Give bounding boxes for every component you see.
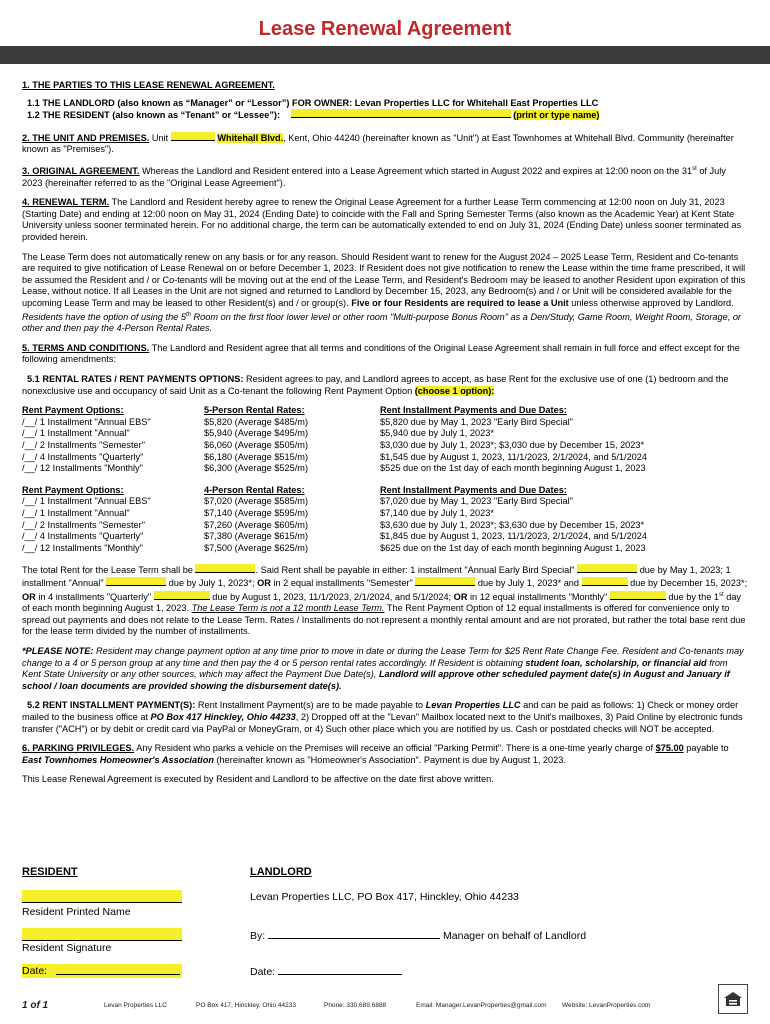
section-terms: 5. TERMS AND CONDITIONS. The Landlord and Resident agree that all terms and conditions of the Original Lease Agreement shall remain in full force and effect except for the following amendments: [22,342,740,365]
option-item[interactable]: /__/ 4 Installments "Quarterly" [22,531,144,542]
equal-housing-opportunity-icon [718,984,748,1014]
choose-option-note: (choose 1 option): [414,385,495,396]
footer-website: Website: LevanProperties.com [562,1002,651,1009]
option-item[interactable]: /__/ 1 Installment "Annual EBS" [22,496,151,507]
resident-line: 1.2 THE RESIDENT (also known as “Tenant” or “Lessee”): (print or type name) [27,110,600,121]
quarterly-field[interactable] [154,591,210,600]
annual-ebs-field[interactable] [577,564,637,573]
landlord-signature-field[interactable] [268,929,440,939]
page-footer [22,1000,748,1014]
section-unit: 2. THE UNIT AND PREMISES. Unit Whitehall Blvd., Kent, Ohio 44240 (hereinafter known as "Unit") at East Townhomes at Whitehall Blvd. Community (hereinafter known as "Premises"). [22,132,734,155]
please-note-paragraph: *PLEASE NOTE: Resident may change payment option at any time prior to move in date or during the Lease Term for $25 Rent Rate Change Fee. Resident and Co-tenants may change to a 4 or 5 person group at any time and then pay the 4 or 5 person rental rates accordingly. If Resident is obtaining student loan, scholarship, or financial aid from Kent State University or any other sources, which may affect the Payment Due Date(s), Landlord will approve other scheduled payment date(s) in August and January if school / loan documents are provided showing the disbursement date(s). [22,645,744,691]
section-2-heading: 2. THE UNIT AND PREMISES. [22,132,150,143]
section-1-heading: 1. THE PARTIES TO THIS LEASE RENEWAL AGREEMENT. [22,80,275,90]
section-4-heading: 4. RENEWAL TERM. [22,197,110,208]
rates-column: 4-Person Rental Rates: $7,020 (Average $585/m) $7,140 (Average $595/m) $7,260 (Average $605/m) $7,380 (Average $615/m) $7,500 (Average $625/m) [204,484,309,553]
option-item[interactable]: /__/ 1 Installment "Annual" [22,507,130,518]
section-original-agreement: 3. ORIGINAL AGREEMENT. Whereas the Landlord and Resident entered into a Lease Agreement which started in August 2022 and expires at 12:00 noon on the 31st of July 2023 (hereinafter referred to as the "Original Lease Agreement"). [22,165,726,188]
by-line: By: Manager on behalf of Landlord [250,930,587,942]
document-body [22,80,748,794]
landlord-line: 1.1 THE LANDLORD (also known as “Manager” or “Lessor”) FOR OWNER: Levan Properties LLC for Whitehall East Properties LLC [27,97,599,108]
semester-field-1[interactable] [415,577,475,586]
resident-heading: RESIDENT [22,866,78,878]
section-3-heading: 3. ORIGINAL AGREEMENT. [22,166,140,177]
rates-column: 5-Person Rental Rates: $5,820 (Average $485/m) $5,940 (Average $495/m) $6,060 (Average $505/m) $6,180 (Average $515/m) $6,300 (Average $525/m) [204,405,309,474]
section-5-2: 5.2 RENT INSTALLMENT PAYMENT(S): Rent Installment Payment(s) are to be made payable to Levan Properties LLC and can be paid as follows: 1) Check or money order mailed to the business office at PO Box 417 Hinckley, Ohio 44233, 2) Dropped off at the "Levan" Mailbox located next to the Unit's mailboxes, 3) Paid Online by electronic funds transfer ("ACH") or by debit or credit card via PayPal or MoneyGram, or 4) Such other place which you are notified by us. Cash or postdated checks will NOT be accepted. [22,700,743,734]
option-item[interactable]: /__/ 12 Installments "Monthly" [22,542,143,553]
option-item[interactable]: /__/ 1 Installment "Annual EBS" [22,416,151,427]
semester-field-2[interactable] [582,577,628,586]
document-title: Lease Renewal Agreement [258,18,512,40]
print-note: (print or type name) [513,110,600,121]
street-name: Whitehall Blvd. [217,132,284,143]
renewal-notice-paragraph: The Lease Term does not automatically renew on any basis or for any reason. Should Resident want to renew for the August 2024 – 2025 Lease Term, Resident and Co-tenants are required to give notification of Lease Renewal on or before December 1, 2023. If Resident does not give notification to renew the Lease within the time frame prescribed, it will be assumed the Resident and / or Co-tenants will be moving out at the end of the Lease Term, and Resident's Bedroom may be leased to another Resident upon expiration of this Lease, without notice. If all Leases in the Unit are not signed and returned to Landlord by December 15, 2023, any Bedroom(s) and / or Unit will be considered available for the upcoming Lease Term and may be leased to other Resident(s) and / or group(s). Five or four Residents are required to lease a Unit unless otherwise approved by Landlord. Residents have the option of using the 5th Room on the first floor lower level or other room "Multi-purpose Bonus Room" as a Den/Study, Game Room, Weight Room, Storage, or other and then pay the 4-Person Rental Rates. [22,251,746,334]
options-column: Rent Payment Options: /__/ 1 Installment "Annual EBS" /__/ 1 Installment "Annual" /__/ 2 Installments "Semester" /__/ 4 Installments "Quarterly" /__/ 12 Installments "Monthly" [22,405,204,475]
annual-field[interactable] [106,577,166,586]
printed-name-label: Resident Printed Name [22,906,131,918]
footer-company: Levan Properties LLC [104,1002,167,1009]
section-parties [22,80,748,122]
option-item[interactable]: /__/ 12 Installments "Monthly" [22,463,143,474]
signature-label: Resident Signature [22,942,112,954]
footer-address: PO Box 417, Hinckley, Ohio 44233 [196,1002,296,1009]
rent-table-5-person [22,405,748,475]
landlord-date-field[interactable] [278,965,402,975]
section-5-1-heading: 5.1 RENTAL RATES / RENT PAYMENTS OPTIONS: [27,374,244,384]
section-5-2-heading: 5.2 RENT INSTALLMENT PAYMENT(S): [27,700,196,711]
option-item[interactable]: /__/ 2 Installments "Semester" [22,439,145,450]
section-parking: 6. PARKING PRIVILEGES. Any Resident who parks a vehicle on the Premises will receive an official "Parking Permit". There is a one-time yearly charge of $75.00 payable to East Townhomes Homeowner's Association (hereinafter known as "Homeowner's Association". Payment is due by August 1, 2023. [22,743,729,765]
section-6-heading: 6. PARKING PRIVILEGES. [22,743,135,754]
due-dates-column: Rent Installment Payments and Due Dates: $7,020 due by May 1, 2023 "Early Bird Special" $7,140 due by July 1, 2023* $3,630 due by July 1, 2023*; $3,630 due by December 15, 2023* $1,845 due by August 1, 2023, 11/1/2023, 2/1/2024, and 5/1/2024 $625 due on the 1st day of each month beginning August 1, 2023 [380,484,648,553]
resident-signature-field[interactable] [22,928,182,941]
unit-number-field[interactable] [171,132,215,141]
section-5-heading: 5. TERMS AND CONDITIONS. [22,342,150,353]
rent-table-4-person [22,485,748,555]
options-column: Rent Payment Options: /__/ 1 Installment "Annual EBS" /__/ 1 Installment "Annual" /__/ 2 Installments "Semester" /__/ 4 Installments "Quarterly" /__/ 12 Installments "Monthly" [22,485,204,555]
option-item[interactable]: /__/ 2 Installments "Semester" [22,519,145,530]
header-bar [0,46,770,64]
section-rental-rates: 5.1 RENTAL RATES / RENT PAYMENTS OPTIONS: Resident agrees to pay, and Landlord agrees to accept, as base Rent for the exclusive use of one (1) bedroom and the nonexclusive use and occupancy of said Unit as a Co-tenant the following Rent Payment Option (choose 1 option): [22,374,729,396]
total-rent-paragraph: The total Rent for the Lease Term shall be . Said Rent shall be payable in either: 1 installment "Annual Early Bird Special" due by May 1, 2023; 1 installment "Annual" due by July 1, 2023*; OR in 2 equal installments "Semester" due by July 1, 2023* and due by December 15, 2023*; OR in 4 installments "Quarterly" due by August 1, 2023, 11/1/2023, 2/1/2024, and 5/1/2024; OR in 12 equal installments "Monthly" due by the 1st day of each month beginning August 1, 2023. The Lease Term is not a 12 month Lease Term. The Rent Payment Option of 12 equal installments is offered for convenience only to spread out payments and does not relate to the Lease Term. Rates / Installments do not represent a monthly rental amount and are not prorated, but rather the total base rent due for the lease term divided by the number of installments. [22,565,748,637]
executed-statement: This Lease Renewal Agreement is executed by Resident and Landlord to be affective on the date first above written. [22,774,494,785]
resident-name-field[interactable] [291,109,511,118]
due-dates-column: Rent Installment Payments and Due Dates: $5,820 due by May 1, 2023 "Early Bird Special" $5,940 due by July 1, 2023* $3,030 due by July 1, 2023*; $3,030 due by December 15, 2023* $1,545 due by August 1, 2023, 11/1/2023, 2/1/2024, and 5/1/2024 $525 due on the 1st day of each month beginning August 1, 2023 [380,405,648,474]
option-item[interactable]: /__/ 4 Installments "Quarterly" [22,451,144,462]
option-item[interactable]: /__/ 1 Installment "Annual" [22,428,130,439]
footer-email: Email: Manager.LevanProperties@gmail.com [416,1002,547,1009]
resident-date-field[interactable] [56,964,180,975]
section-renewal-term: 4. RENEWAL TERM. The Landlord and Resident hereby agree to renew the Original Lease Agreement for a further Lease Term commencing at 12:00 noon on July 31, 2023 (Starting Date) and ending at 12:00 noon on May 31, 2024 (Ending Date) to coincide with the Fall and Spring Semester Terms (also known as the Academic Year) at Kent State University unless sooner terminated herein. For no additional charge, the term can be automatically extended to end on July 31, 2024 (Ending Date) unless sooner terminated as provided herein. [22,197,742,242]
footer-phone: Phone: 330.689.6888 [324,1002,387,1009]
resident-date-area: Date: [22,964,182,978]
landlord-date-line: Date: [250,965,402,978]
resident-printed-name-field[interactable] [22,890,182,903]
total-rent-field[interactable] [195,564,255,573]
landlord-name: Levan Properties LLC, PO Box 417, Hinckley, Ohio 44233 [250,891,519,903]
landlord-heading: LANDLORD [250,866,312,878]
monthly-field[interactable] [610,591,666,600]
page-number: 1 of 1 [22,1000,49,1011]
